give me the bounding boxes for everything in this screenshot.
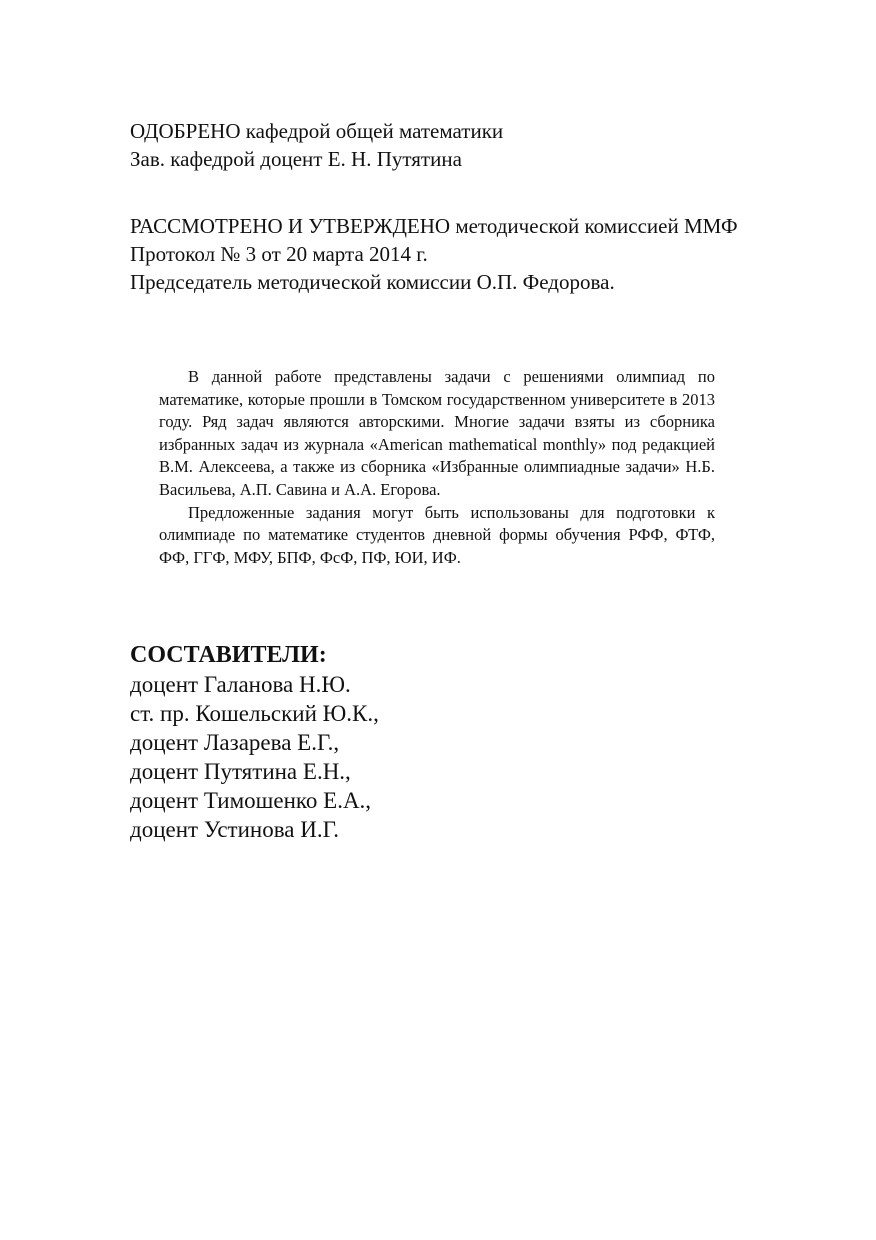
abstract [159,366,715,569]
author-item: доцент Устинова И.Г. [130,817,340,842]
author-item: доцент Тимошенко Е.А., [130,788,372,813]
author-item: доцент Путятина Е.Н., [130,759,351,784]
review-protocol: Протокол № 3 от 20 марта 2014 г. [130,242,428,266]
abstract-paragraph-1: В данной работе представлены задачи с решениями олимпиад по математике, которые прошли в Томском государственном университете в 2013 году. Ряд задач являются авторскими. Многие задачи взяты из сборника избранных задач из журнала «American mathematical monthly» под редакцией В.М. Алексеева, а также из сборника «Избранные олимпиадные задачи» Н.Б. Васильева, А.П. Савина и А.А. Егорова. [159,367,715,499]
author-item: доцент Галанова Н.Ю. [130,672,351,697]
review-commission: РАССМОТРЕНО И УТВЕРЖДЕНО методической комиссией ММФ [130,214,738,238]
authors-block [130,640,760,844]
abstract-paragraph-2: Предложенные задания могут быть использованы для подготовки к олимпиаде по математике студентов дневной формы обучения РФФ, ФТФ, ФФ, ГГФ, МФУ, БПФ, ФсФ, ПФ, ЮИ, ИФ. [159,502,715,567]
authors-heading: СОСТАВИТЕЛИ: [130,642,327,668]
review-block [130,212,760,296]
author-item: ст. пр. Кошельский Ю.К., [130,701,379,726]
review-chair: Председатель методической комиссии О.П. Федорова. [130,270,615,294]
approval-block [130,117,760,173]
author-item: доцент Лазарева Е.Г., [130,730,340,755]
approval-head: Зав. кафедрой доцент Е. Н. Путятина [130,147,462,171]
approval-department: ОДОБРЕНО кафедрой общей математики [130,119,504,143]
